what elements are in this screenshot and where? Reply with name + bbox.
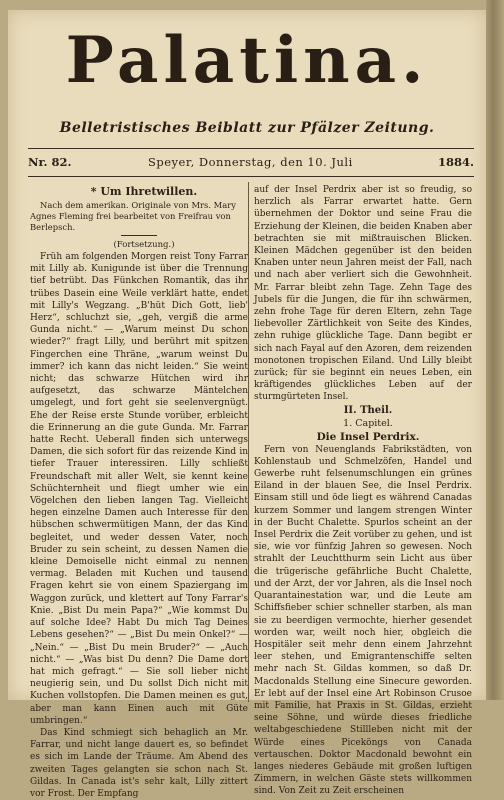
issue-info-row: [28, 155, 474, 173]
newspaper-page: [8, 10, 486, 799]
header-rule-bottom: [28, 176, 474, 177]
column-left: [30, 184, 248, 799]
masthead-title: Palatina.: [65, 23, 429, 98]
chapter-heading: 1. Capitel.: [343, 417, 393, 429]
column-right: [254, 184, 472, 797]
article-continuation: (Fortsetzung.): [113, 240, 175, 250]
adjacent-page-edge: [486, 0, 504, 700]
section-heading: II. Theil.: [343, 404, 393, 416]
article-title: * Um Ihretwillen.: [90, 185, 198, 198]
issue-number: Nr. 82.: [28, 155, 72, 169]
issue-year: 1884.: [437, 155, 474, 169]
header-rule-top: [28, 148, 474, 149]
masthead-subtitle: Belletristisches Beiblatt zur Pfälzer Zeitung.: [59, 120, 435, 136]
issue-place-date: Speyer, Donnerstag, den 10. Juli: [148, 155, 353, 169]
article-byline: Nach dem amerikan. Originale von Mrs. Mary Agnes Fleming frei bearbeitet von Freifrau von Berlepsch.: [30, 200, 236, 232]
right-paragraph: Fern von Neuenglands Fabrikstädten, von Kohlenstaub und Schmelzöfen, Handel und Gewerbe ruht felsenumschlungen ein grünes Eiland in der blauen See, die Insel Perdrix. Einsam still und öde liegt es während Canadas kurzem Sommer und langem strengen Winter in der Bucht Chalette. Spurlos scheint an der Insel Perdrix die Zeit vorüber zu gehen, und ist sie, wie vor fünfzig Jahren so gewesen. Noch strahlt der Leuchtthurm sein Licht aus über die trügerische gefährliche Bucht Chalette, und der Arzt, der vor Jahren, als die Insel noch Quarantainestation war, und die Leute am Schiffsfieber schier schneller starben, als man sie zu beerdigen vermochte, hierher gesendet worden war, weilt noch hier, obgleich die Hospitäler seit mehr denn einem Jahrzehnt leer stehen, und Emigrantenschiffe selten mehr nach St. Gildas kommen, so daß Dr. Macdonalds Stellung eine Sinecure geworden. Er lebt auf der Insel eine Art Robinson Crusoe mit Familie, hat Praxis in St. Gildas, erzieht seine Söhne, und würde dieses friedliche weltabgeschiedene Stillleben nicht mit der Würde eines Piceköngs von Canada vertauschen. Doktor Macdonald bewohnt ein langes niederes Gebäude mit großen luftigen Zimmern, in welchen Gäste stets willkommen sind. Von Zeit zu Zeit erscheinen: [254, 444, 472, 797]
right-paragraph: auf der Insel Perdrix aber ist so freudig, so herzlich als Farrar erwartet hatte. Gern übernehmen der Doktor und seine Frau die Erziehung der Kleinen, die beiden Knaben aber betrachten sie mit mißtrauischen Blicken. Kleinen Mädchen gegenüber ist den beiden Knaben unter neun Jahren meist der Fall, nach und nach aber verliert sich die Gewohnheit. Mr. Farrar bleibt zehn Tage. Zehn Tage des Jubels für die Jungen, die für ihn schwärmen, zehn frohe Tage für deren Eltern, zehn Tage liebevoller Zärtlichkeit von Seite des Kindes, zehn ruhige glückliche Tage. Dann begibt er sich nach Fayal auf den Azoren, dem reizenden monotonen tropischen Eiland. Und Lilly bleibt zurück; für sie beginnt ein neues Leben, ein kräftigendes glückliches Leben auf der sturmgürteten Insel.: [254, 185, 472, 403]
title-rule: [121, 235, 157, 236]
left-paragraph: Früh am folgenden Morgen reist Tony Farrar mit Lilly ab. Kunigunde ist über die Trennung tief betrübt. Das Fünkchen Romantik, das ihr trübes Dasein eine Weile verklärt hatte, endet mit Lilly's Wegzang. „B'hüt Dich Gott, lieb' Herz“, schluchzt sie, „geh, vergiß die arme Gunda nicht.“ — „Warum meinst Du schon wieder?“ fragt Lilly, und berührt mit spitzen Fingerchen eine Thräne, „warum weinst Du immer? ich kann das nicht leiden.“ Sie weint nicht; das schwarze Hütchen wird ihr aufgesetzt, das schwarze Mäntelchen umgelegt, und fort geht sie seelenvergnügt. Ehe der Reise erste Stunde vorüber, erbleicht die Erinnerung an die gute Gunda. Mr. Farrar hatte Recht. Ueberall finden sich unterwegs Damen, die sich sofort für das reizende Kind in tiefer Trauer interessiren. Lilly schließt Freundschaft mit aller Welt, sie kennt keine Schüchternheit und fliegt umher wie ein Vögelchen den lieben langen Tag. Vielleicht hegen einzelne Damen auch Interesse für den hübschen schwermütigen Mann, der das Kind begleitet, und weder dessen Vater, noch Bruder zu sein scheint, zu dessen Namen die kleine Demoiselle nicht einmal zu nennen vermag. Beladen mit Kuchen und tausend Fragen kehrt sie von einem Spaziergang im Waggon zurück, und klettert auf Tony Farrar's Knie. „Bist Du mein Papa?“ „Wie kommst Du auf solche Idee? Habt Du mich Tag Deines Lebens gesehen?“ — „Bist Du mein Onkel?“ — „Nein.“ — „Bist Du mein Bruder?“ — „Auch nicht.“ — „Was bist Du denn? Die Dame dort hat mich gefragt.“ — Sie soll lieber nicht neugierig sein, und Du sollst Dich nicht mit Kuchen vollstopfen. Die Damen meinen es gut, aber man kann Einen auch mit Güte umbringen.“: [30, 252, 248, 726]
left-paragraph: Das Kind schmiegt sich behaglich an Mr. Farrar, und nicht lange dauert es, so befindet es sich im Lande der Träume. Am Abend des zweiten Tages gelangten sie schon nach St. Gildas. In Canada ist's sehr kalt, Lilly zittert vor Frost. Der Empfang: [30, 727, 248, 799]
chapter-subheading: Die Insel Perdrix.: [316, 430, 420, 443]
column-divider: [248, 182, 249, 702]
